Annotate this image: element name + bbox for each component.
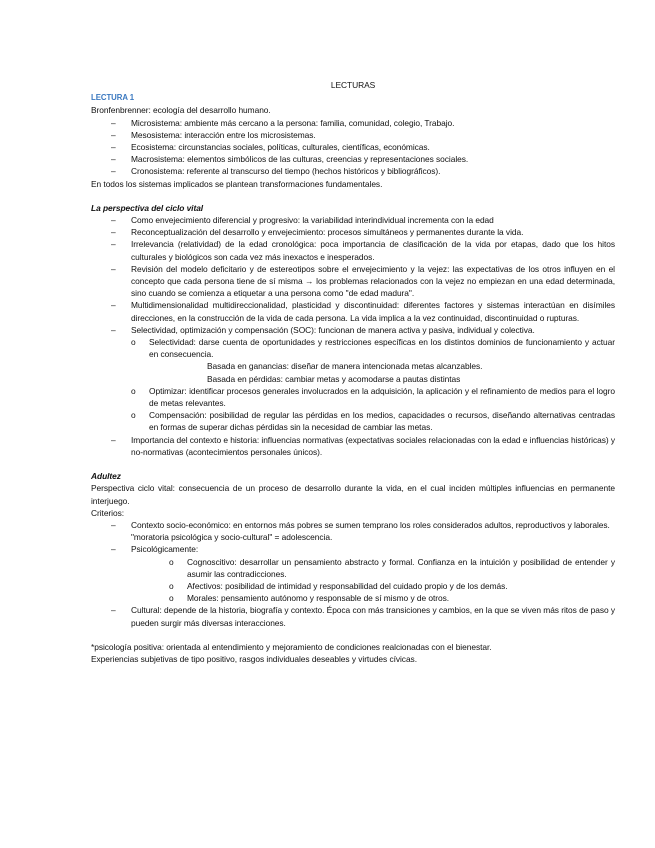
sublist-item-compensacion: o Compensación: posibilidad de regular las pérdidas en los medios, capacidades o recursos, diseñando alternativas centradas en formas de superar dichas pérdidas sin la necesidad de cambiar las metas. — [131, 409, 615, 433]
criterios-list — [91, 519, 615, 629]
sublist-item-selectividad — [131, 336, 615, 385]
list-item: – Multidimensionalidad multidireccionalidad, plasticidad y discontinuidad: diferentes factores y sistemas interactúan en disímiles direcciones, en la construcción de la vida de cada persona. La vida implica a la vez continuidad, discontinuidad o rupturas. — [91, 299, 615, 323]
perdidas-text: Basada en pérdidas: cambiar metas y acomodarse a pautas distintas — [207, 373, 461, 384]
list-item: – Reconceptualización del desarrollo y envejecimiento: procesos simultáneos y permanentes durante la vida. — [91, 226, 615, 238]
list-item: – Irrelevancia (relatividad) de la edad cronológica: poca importancia de clasificación de la vida por etapas, dado que los hitos culturales y biológicos son cada vez más inexactos e inesperados. — [91, 238, 615, 262]
list-item-psicologicamente — [91, 543, 615, 604]
sublist-item-optimizar: o Optimizar: identificar procesos generales involucrados en la adquisición, la aplicación y el refinamiento de medios para el logro de metas relevantes. — [131, 385, 615, 409]
list-item: – Cronosistema: referente al transcurso del tiempo (hechos históricos y bibliográficos). — [91, 165, 615, 177]
ciclo-vital-list — [91, 214, 615, 458]
list-item-soc — [91, 324, 615, 434]
psicologicamente-text: Psicológicamente: — [131, 544, 199, 555]
adultez-perspectiva: Perspectiva ciclo vital: consecuencia de un proceso de desarrollo durante la vida, en el cual inciden múltiples influencias en permanente interjuego. — [91, 483, 615, 506]
list-item-cultural: – Cultural: depende de la historia, biografía y contexto. Época con más transiciones y cambios, en la que se viven más ritos de paso y pueden surgir más diversas interacciones. — [91, 604, 615, 628]
selectividad-text: Selectividad: darse cuenta de oportunidades y restricciones específicas en los distintos dominios de funcionamiento y actuar en consecuencia. — [149, 337, 615, 360]
list-item: – Mesosistema: interacción entre los microsistemas. — [91, 129, 615, 141]
section-heading-adultez: Adultez — [91, 471, 121, 482]
list-item: – Microsistema: ambiente más cercano a la persona: familia, comunidad, colegio, Trabajo. — [91, 117, 615, 129]
list-item: – Importancia del contexto e historia: influencias normativas (expectativas sociales relacionadas con la edad e influencias históricas) y no-normativas (acontecimientos personales únicos). — [91, 434, 615, 458]
sublist-item-afectivos: o Afectivos: posibilidad de intimidad y responsabilidad del cuidado propio y de los demás. — [169, 580, 615, 592]
sublist-item-cognoscitivo: o Cognoscitivo: desarrollar un pensamiento abstracto y formal. Confianza en la intuición y posibilidad de entender y asumir las contradicciones. — [169, 556, 615, 580]
section-heading-ciclo-vital: La perspectiva del ciclo vital — [91, 202, 204, 213]
list-item: – Como envejecimiento diferencial y progresivo: la variabilidad interindividual incrementa con la edad — [91, 214, 615, 226]
soc-text: Selectividad, optimización y compensación (SOC): funcionan de manera activa y pasiva, individual y colectiva. — [131, 324, 535, 335]
psicologicamente-sublist — [169, 556, 615, 605]
sublist-item-morales: o Morales: pensamiento autónomo y responsable de sí mismo y de otros. — [169, 592, 615, 604]
page-title: LECTURAS — [330, 80, 376, 90]
bronfenbrenner-heading: Bronfenbrenner: ecología del desarrollo humano. — [91, 105, 271, 116]
footnote-psicologia-positiva: *psicología positiva: orientada al entendimiento y mejoramiento de condiciones realcionadas con el bienestar. — [91, 641, 492, 652]
footnote-experiencias: Experiencias subjetivas de tipo positivo, rasgos individuales deseables y virtudes cívicas. — [91, 653, 417, 664]
ganancias-text: Basada en ganancias: diseñar de manera intencionada metas alcanzables. — [207, 361, 483, 372]
list-item-contexto — [91, 519, 615, 543]
contexto-socio-text: Contexto socio-económico: en entornos más pobres se sumen temprano los roles considerados adultos, reproductivos y laborales. — [131, 519, 610, 530]
soc-sublist — [131, 336, 615, 434]
bronfenbrenner-list — [91, 117, 615, 178]
lectura-label: LECTURA 1 — [91, 93, 135, 103]
moratoria-text: "moratoria psicológica y socio-cultural" = adolescencia. — [131, 532, 333, 543]
criterios-label: Criterios: — [91, 507, 125, 518]
list-item: – Macrosistema: elementos simbólicos de las culturas, creencias y representaciones sociales. — [91, 153, 615, 165]
list-item: – Ecosistema: circunstancias sociales, políticas, culturales, científicas, económicas. — [91, 141, 615, 153]
bronfenbrenner-closing: En todos los sistemas implicados se plantean transformaciones fundamentales. — [91, 178, 383, 189]
list-item: – Revisión del modelo deficitario y de estereotipos sobre el envejecimiento y la vejez: las expectativas de los otros influyen en el concepto que cada persona tiene de sí misma → los problemas relacionados con la vejez no empiezan en una edad determinada, sino cuando se comienza a etiquetar a una persona como "de edad madura". — [91, 263, 615, 300]
